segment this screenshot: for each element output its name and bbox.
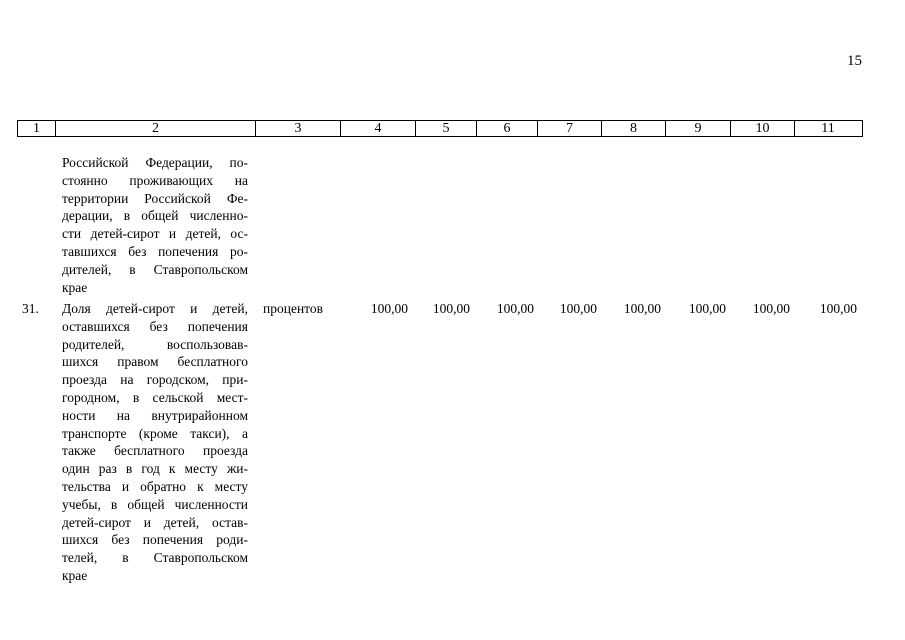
- row-31-value-col11: 100,00: [819, 301, 857, 316]
- header-cell-8: 8: [602, 121, 666, 136]
- desc-line: крае: [62, 279, 88, 295]
- desc-line: телей, в Ставропольском: [62, 550, 248, 566]
- header-cell-7: 7: [538, 121, 602, 136]
- header-cell-4: 4: [341, 121, 416, 136]
- header-cell-11: 11: [821, 121, 835, 136]
- desc-line: один раз в год к месту жи-: [62, 461, 248, 477]
- header-cell-9: 9: [666, 121, 731, 136]
- desc-line: родителей, воспользовав-: [62, 336, 248, 352]
- desc-line: ности на внутрирайонном: [62, 407, 248, 423]
- desc-line: Российской Федерации, по-: [62, 155, 248, 170]
- desc-line: дерации, в общей численно-: [62, 208, 248, 224]
- desc-line: Доля детей-сирот и детей,: [62, 301, 248, 316]
- header-cell-5: 5: [416, 121, 477, 136]
- desc-line: городном, в сельской мест-: [62, 389, 248, 405]
- row-31-unit: процентов: [263, 301, 324, 316]
- desc-line: сти детей-сирот и детей, ос-: [62, 226, 248, 242]
- row-31-value-col7: 100,00: [559, 301, 597, 316]
- header-cell-6: 6: [477, 121, 538, 136]
- continuation-description: [62, 154, 248, 296]
- row-31-number: 31.: [22, 301, 39, 316]
- desc-line: также бесплатного проезда: [62, 443, 248, 459]
- desc-line: транспорте (кроме такси), а: [62, 425, 248, 441]
- table-header-row: [17, 120, 863, 137]
- desc-line: крае: [62, 567, 88, 583]
- row-31-value-col4: 100,00: [370, 301, 408, 316]
- row-31-description: [62, 300, 248, 585]
- row-31-value-col8: 100,00: [623, 301, 661, 316]
- header-cell-1: 1: [18, 121, 56, 136]
- desc-line: тельства и обратно к месту: [62, 478, 248, 494]
- row-31-value-col9: 100,00: [688, 301, 726, 316]
- desc-line: тавшихся без попечения ро-: [62, 243, 248, 259]
- desc-line: стоянно проживающих на: [62, 172, 248, 188]
- page-number: 15: [847, 53, 862, 69]
- header-cell-3: 3: [256, 121, 341, 136]
- row-31-value-col10: 100,00: [752, 301, 790, 316]
- row-31-value-col5: 100,00: [432, 301, 470, 316]
- desc-line: учебы, в общей численности: [62, 496, 248, 512]
- desc-line: детей-сирот и детей, остав-: [62, 514, 248, 530]
- desc-line: территории Российской Фе-: [62, 190, 248, 206]
- desc-line: шихся правом бесплатного: [62, 354, 248, 370]
- desc-line: проезда на городском, при-: [62, 372, 248, 388]
- desc-line: дителей, в Ставропольском: [62, 261, 248, 277]
- desc-line: оставшихся без попечения: [62, 318, 248, 334]
- header-cell-2: 2: [56, 121, 256, 136]
- desc-line: шихся без попечения роди-: [62, 532, 248, 548]
- row-31-value-col6: 100,00: [496, 301, 534, 316]
- header-cell-10: 10: [731, 121, 795, 136]
